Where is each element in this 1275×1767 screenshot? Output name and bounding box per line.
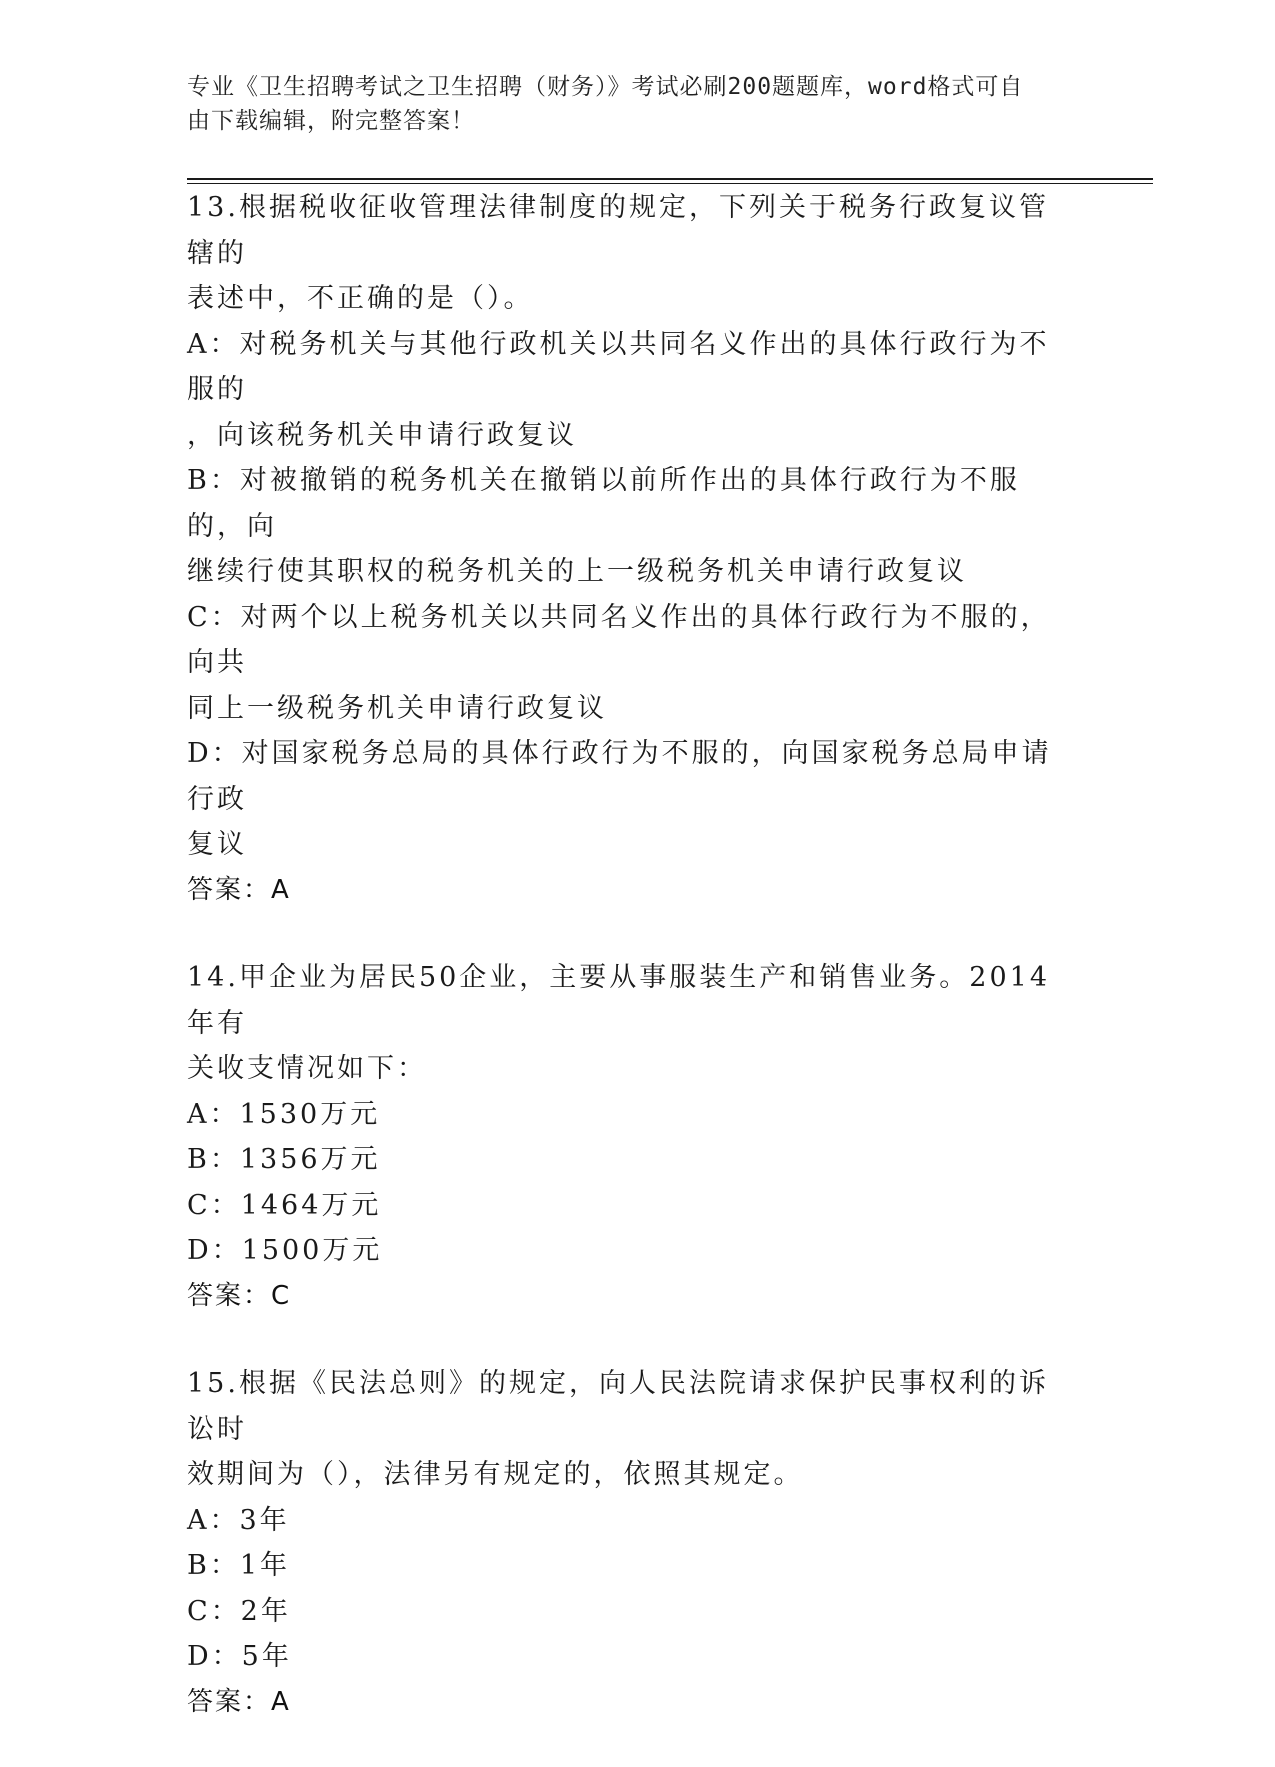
- header-line: 专业《卫生招聘考试之卫生招聘（财务）》考试必刷200题题库，word格式可自: [187, 74, 1024, 100]
- option-c: C：2年: [187, 1595, 291, 1627]
- question-stem: 效期间为（），法律另有规定的，依照其规定。: [187, 1459, 804, 1490]
- answer-text: 答案：A: [187, 1686, 291, 1717]
- question-stem: 13.根据税收征收管理法律制度的规定，下列关于税务行政复议管辖的: [187, 192, 1049, 269]
- question-stem: 14.甲企业为居民50企业，主要从事服装生产和销售业务。2014年有: [187, 962, 1051, 1039]
- header-divider: [187, 178, 1153, 180]
- answer-text: 答案：C: [187, 1280, 292, 1311]
- option-a: A：3年: [187, 1504, 290, 1536]
- option-b: B：1年: [187, 1550, 291, 1581]
- document-header: [187, 70, 1067, 138]
- option-c: C：1464万元: [187, 1189, 382, 1221]
- header-divider-thin: [187, 183, 1153, 184]
- question-13: [187, 185, 1077, 913]
- option-a: A：对税务机关与其他行政机关以共同名义作出的具体行政行为不服的: [187, 328, 1050, 405]
- option-b: B：对被撤销的税务机关在撤销以前所作出的具体行政行为不服的，向: [187, 465, 1020, 542]
- option-c: C：对两个以上税务机关以共同名义作出的具体行政行为不服的，向共: [187, 601, 1051, 678]
- question-stem: 表述中，不正确的是（）。: [187, 283, 534, 314]
- question-14: [187, 955, 1077, 1319]
- option-c-cont: 同上一级税务机关申请行政复议: [187, 692, 607, 724]
- question-stem: 15.根据《民法总则》的规定，向人民法院请求保护民事权利的诉讼时: [187, 1368, 1049, 1445]
- option-d: D：对国家税务总局的具体行政行为不服的，向国家税务总局申请行政: [187, 738, 1052, 815]
- header-line: 由下载编辑，附完整答案！: [187, 108, 475, 134]
- question-15: [187, 1361, 1077, 1725]
- option-d: D：5年: [187, 1641, 292, 1672]
- answer-text: 答案：A: [187, 874, 291, 905]
- option-b-cont: 继续行使其职权的税务机关的上一级税务机关申请行政复议: [187, 556, 967, 587]
- question-stem: 关收支情况如下：: [187, 1053, 427, 1084]
- question-list: [187, 185, 1077, 1767]
- option-d: D：1500万元: [187, 1235, 383, 1266]
- option-b: B：1356万元: [187, 1144, 381, 1175]
- option-a-cont: ，向该税务机关申请行政复议: [187, 419, 577, 451]
- option-a: A：1530万元: [187, 1098, 381, 1130]
- option-d-cont: 复议: [187, 829, 247, 860]
